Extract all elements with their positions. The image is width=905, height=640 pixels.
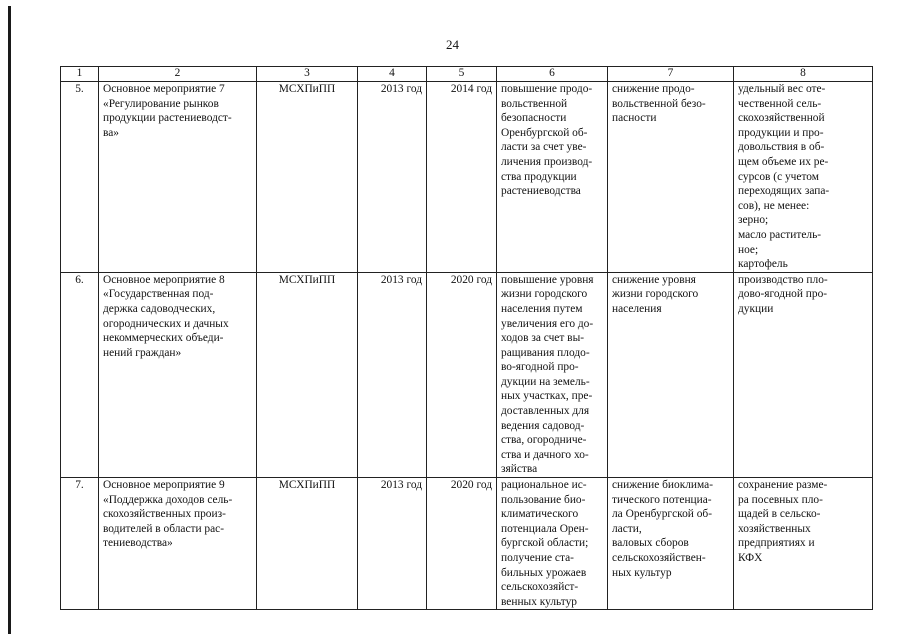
column-number: 8	[734, 67, 873, 82]
column-number: 6	[497, 67, 608, 82]
page-number: 24	[446, 37, 459, 52]
row-number: 5.	[61, 82, 99, 273]
column-number: 7	[608, 67, 734, 82]
measures-table	[60, 66, 873, 610]
column-number: 1	[61, 67, 99, 82]
expected-result: повышение уровня жизни городского населения путем увеличения его до- ходов за счет вы- ращивания плодо- во-ягодной про- дукции на земель- ных участках, пре- доставленных для ведения садовод- ства, огородниче- ства и дачного хо- зяйства	[497, 272, 608, 477]
related-indicator: сохранение разме- ра посевных пло- щадей в сельско- хозяйственных предприятиях и КФХ	[734, 478, 873, 610]
binding-edge-line	[8, 6, 11, 634]
end-year: 2020 год	[427, 478, 497, 610]
column-number: 3	[257, 67, 358, 82]
start-year: 2013 год	[358, 478, 427, 610]
column-number: 5	[427, 67, 497, 82]
start-year: 2013 год	[358, 82, 427, 273]
executor: МСХПиПП	[257, 272, 358, 477]
column-number: 4	[358, 67, 427, 82]
executor: МСХПиПП	[257, 82, 358, 273]
related-indicator: производство пло- дово-ягодной про- дукции	[734, 272, 873, 477]
executor: МСХПиПП	[257, 478, 358, 610]
column-number-row	[61, 67, 873, 82]
non-implementation-consequence: снижение биоклима- тического потенциа- ла Оренбургской об- ласти, валовых сборов сельскохозяйствен- ных культур	[608, 478, 734, 610]
column-number: 2	[99, 67, 257, 82]
end-year: 2020 год	[427, 272, 497, 477]
end-year: 2014 год	[427, 82, 497, 273]
measure-name: Основное мероприятие 7 «Регулирование рынков продукции растениеводст- ва»	[99, 82, 257, 273]
table-row	[61, 82, 873, 273]
row-number: 7.	[61, 478, 99, 610]
non-implementation-consequence: снижение продо- вольственной безо- пасности	[608, 82, 734, 273]
table-row	[61, 478, 873, 610]
non-implementation-consequence: снижение уровня жизни городского населения	[608, 272, 734, 477]
related-indicator: удельный вес оте- чественной сель- скохозяйственной продукции и про- довольствия в об- щем объеме их ре- сурсов (с учетом переходящих запа- сов), не менее: зерно; масло раститель- ное; картофель	[734, 82, 873, 273]
measure-name: Основное мероприятие 8 «Государственная под- держка садоводческих, огороднических и дачных некоммерческих объеди- нений граждан»	[99, 272, 257, 477]
row-number: 6.	[61, 272, 99, 477]
start-year: 2013 год	[358, 272, 427, 477]
measure-name: Основное мероприятие 9 «Поддержка доходов сель- скохозяйственных произ- водителей в области рас- тениеводства»	[99, 478, 257, 610]
expected-result: повышение продо- вольственной безопасности Оренбургской об- ласти за счет уве- личения производ- ства продукции растениеводства	[497, 82, 608, 273]
table-row	[61, 272, 873, 477]
expected-result: рациональное ис- пользование био- климатического потенциала Орен- бургской области; получение ста- бильных урожаев сельскохозяйст- венных культур	[497, 478, 608, 610]
